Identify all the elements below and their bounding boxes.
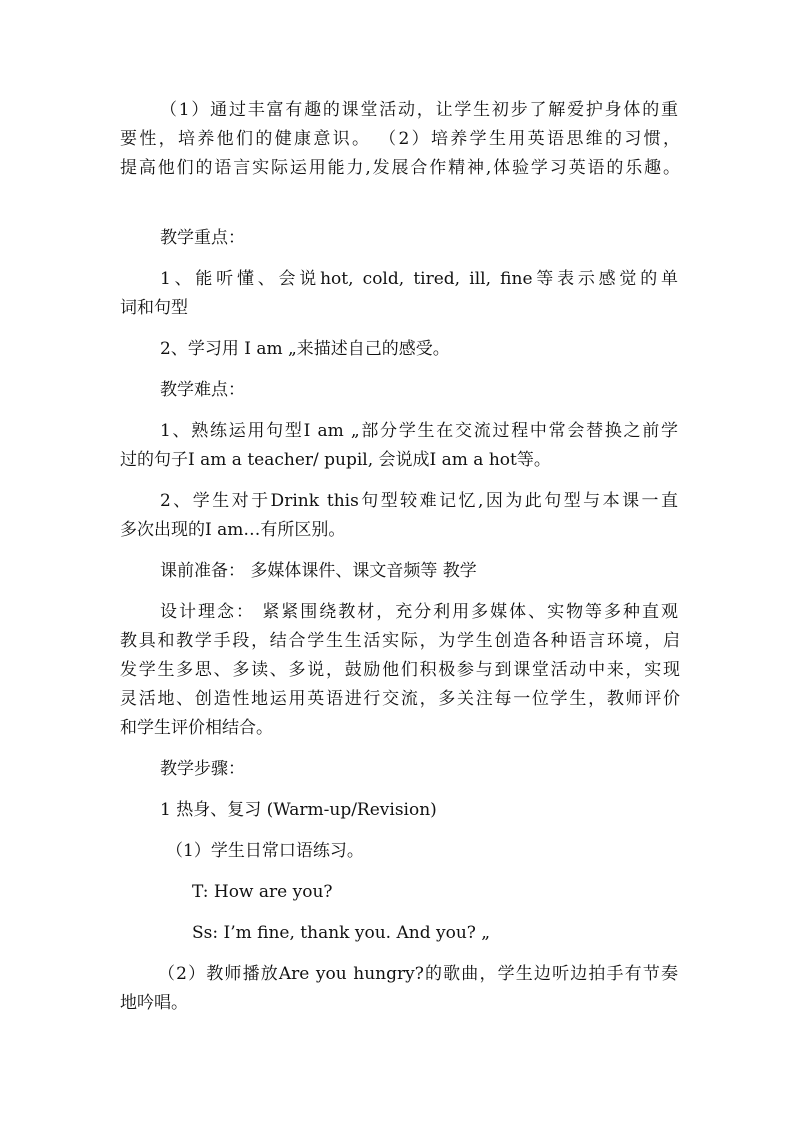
design-concept-line-4: 灵活地、创造性地运用英语进行交流，多关注每一位学生，教师评价 <box>120 689 680 709</box>
key-points-heading: 教学重点： <box>160 228 245 248</box>
objectives-line-1: （1）通过丰富有趣的课堂活动，让学生初步了解爱护身体的重 <box>160 100 678 120</box>
difficulty-1-line-2: 过的句子I am a teacher/ pupil, 会说成I am a hot等。 <box>120 450 551 470</box>
design-concept-line-2: 教具和教学手段，结合学生生活实际，为学生创造各种语言环境，启 <box>120 631 680 651</box>
step-1-item-2-line-2: 地吟唱。 <box>120 993 188 1013</box>
objectives-line-3: 提高他们的语言实际运用能力,发展合作精神,体验学习英语的乐趣。 <box>120 158 680 178</box>
design-concept-line-3: 发学生多思、多读、多说，鼓励他们积极参与到课堂活动中来，实现 <box>120 660 680 680</box>
preparation-line: 课前准备： 多媒体课件、课文音频等 教学 <box>160 561 477 581</box>
key-point-1-line-1: 1、能听懂、会说hot, cold, tired, ill, fine等表示感觉的单 <box>160 269 678 289</box>
key-point-2: 2、学习用 I am „来描述自己的感受。 <box>160 339 450 359</box>
design-concept-line-5: 和学生评价相结合。 <box>120 718 273 738</box>
objectives-line-2: 要性，培养他们的健康意识。 （2）培养学生用英语思维的习惯， <box>120 129 680 149</box>
difficulties-heading: 教学难点： <box>160 380 245 400</box>
step-1-item-2-line-1: （2）教师播放Are you hungry?的歌曲，学生边听边拍手有节奏 <box>158 964 678 984</box>
difficulty-2-line-2: 多次出现的I am…有所区别。 <box>120 520 346 540</box>
difficulty-2-line-1: 2、学生对于Drink this句型较难记忆,因为此句型与本课一直 <box>160 491 678 511</box>
dialogue-students-line: Ss: I’m fine, thank you. And you? „ <box>192 923 491 943</box>
teaching-steps-heading: 教学步骤： <box>160 759 245 779</box>
difficulty-1-line-1: 1、熟练运用句型I am „部分学生在交流过程中常会替换之前学 <box>160 421 678 441</box>
dialogue-teacher-line: T: How are you? <box>192 882 333 902</box>
key-point-1-line-2: 词和句型 <box>120 298 188 318</box>
step-1-item-1: （1）学生日常口语练习。 <box>166 841 364 861</box>
step-1-title: 1 热身、复习 (Warm-up/Revision) <box>160 800 437 820</box>
design-concept-line-1: 设计理念： 紧紧围绕教材，充分利用多媒体、实物等多种直观 <box>160 602 678 622</box>
